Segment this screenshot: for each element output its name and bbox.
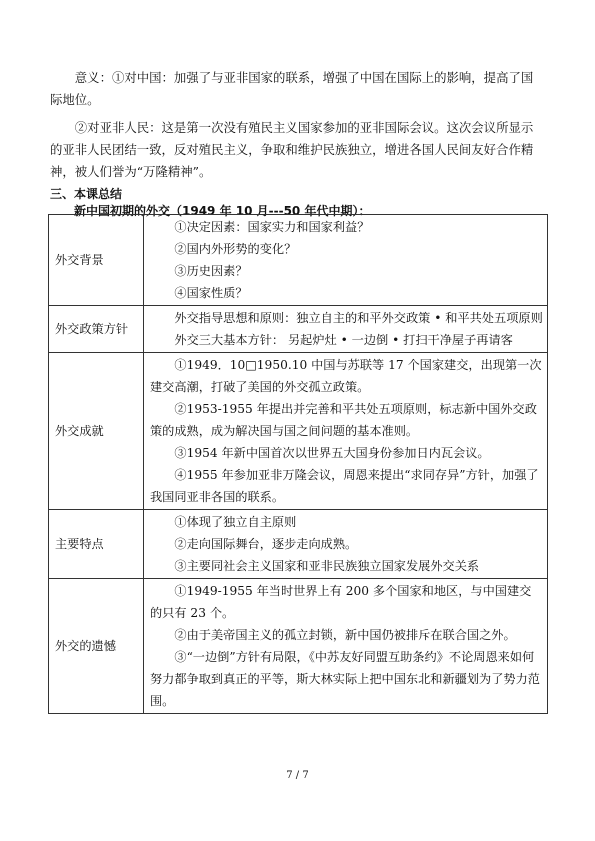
list-item: ①体现了独立自主原则 xyxy=(174,515,297,529)
list-item: 外交三大基本方针： 另起炉灶 • 一边倒 • 打扫干净屋子再请客 xyxy=(174,333,513,347)
row-content-achievements xyxy=(144,353,548,510)
list-item: ④国家性质？ xyxy=(174,286,248,300)
list-item: ②由于美帝国主义的孤立封锁，新中国仍被排斥在联合国之外。 xyxy=(174,628,516,642)
list-item: 外交指导思想和原则：独立自主的和平外交政策 • 和平共处五项原则 xyxy=(174,311,543,325)
table-row xyxy=(49,353,548,510)
row-content-features xyxy=(144,510,548,579)
table-row xyxy=(49,579,548,714)
row-header-regrets: 外交的遗憾 xyxy=(49,579,144,714)
list-item: ①1949．10□1950.10 中国与苏联等 17 个国家建交，出现第一次建交高潮，打破了美国的外交孤立政策。 xyxy=(150,358,542,394)
list-item: ②1953-1955 年提出并完善和平共处五项原则，标志新中国外交政策的成熟，成为解决国与国之间问题的基本准则。 xyxy=(150,402,537,438)
page-number: 7 / 7 xyxy=(286,770,309,781)
list-item: ③历史因素？ xyxy=(174,264,248,278)
list-item: ③“一边倒”方针有局限，《中苏友好同盟互助条约》不论周恩来如何努力都争取到真正的平等，斯大林实际上把中国东北和新疆划为了势力范围。 xyxy=(150,650,540,708)
section-title: 三、本课总结 xyxy=(50,187,123,201)
list-item: ②国内外形势的变化？ xyxy=(174,242,297,256)
table-row xyxy=(49,306,548,353)
list-item: ①1949-1955 年当时世界上有 200 多个国家和地区，与中国建交的只有 23 个。 xyxy=(150,584,532,620)
table-row xyxy=(49,215,548,306)
row-content-policy xyxy=(144,306,548,353)
row-header-background: 外交背景 xyxy=(49,215,144,306)
list-item: ④1955 年参加亚非万隆会议，周恩来提出“求同存异”方针，加强了我国同亚非各国的联系。 xyxy=(150,468,539,504)
significance-paragraph-china: 意义：①对中国：加强了与亚非国家的联系，增强了中国在国际上的影响，提高了国际地位。 xyxy=(50,70,534,107)
list-item: ②走向国际舞台，逐步走向成熟。 xyxy=(174,537,358,551)
list-item: ③主要同社会主义国家和亚非民族独立国家发展外交关系 xyxy=(174,559,480,573)
list-item: ①决定因素：国家实力和国家利益？ xyxy=(174,220,370,234)
row-content-regrets xyxy=(144,579,548,714)
row-header-achievements: 外交成就 xyxy=(49,353,144,510)
row-header-policy: 外交政策方针 xyxy=(49,306,144,353)
diplomacy-summary-table xyxy=(48,214,548,714)
list-item: ③1954 年新中国首次以世界五大国身份参加日内瓦会议。 xyxy=(174,446,490,460)
table-caption: 新中国初期的外交（1949 年 10 月---50 年代中期）： xyxy=(74,204,371,218)
table-row xyxy=(49,510,548,579)
significance-paragraph-asia-africa: ②对亚非人民：这是第一次没有殖民主义国家参加的亚非国际会议。这次会议所显示的亚非人民团结一致，反对殖民主义，争取和维护民族独立，增进各国人民间友好合作精神，被人们誉为“万隆精神”。 xyxy=(50,120,534,179)
row-header-features: 主要特点 xyxy=(49,510,144,579)
row-content-background xyxy=(144,215,548,306)
